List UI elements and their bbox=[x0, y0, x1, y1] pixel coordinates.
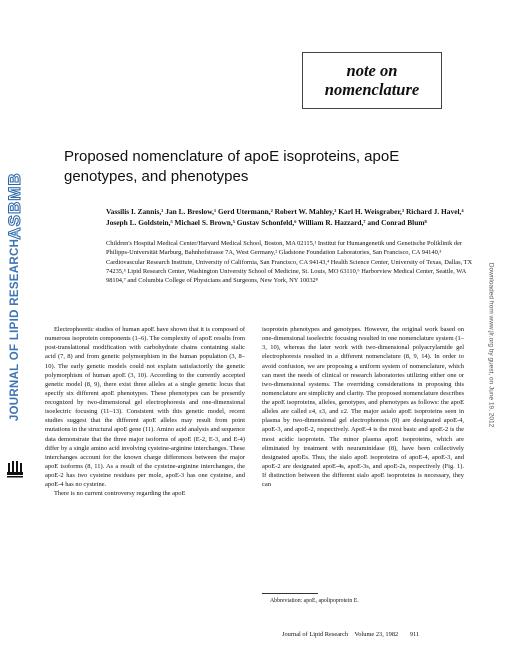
author-list: Vassilis I. Zannis,¹ Jan L. Breslow,¹ Gerd Utermann,² Robert W. Mahley,³ Karl H. Weisgraber,³ Richard J. Havel,⁴ Joseph L. Goldstein,⁵ Michael S. Brown,⁵ Gustav Schonfeld,⁶ William R. Hazzard,⁷ and Conrad Blum⁸ bbox=[106, 207, 464, 227]
footer-volume: Volume 23, 1982 bbox=[354, 631, 399, 638]
section-label-box bbox=[302, 52, 442, 109]
body-column-left bbox=[45, 325, 245, 498]
society-label: ASBMB bbox=[5, 172, 24, 240]
body-column-right bbox=[262, 325, 464, 489]
journal-name-vertical: JOURNAL OF LIPID RESEARCH bbox=[9, 238, 21, 422]
asbmb-logo bbox=[2, 166, 28, 246]
journal-sidebar bbox=[0, 0, 30, 661]
book-emblem-icon bbox=[6, 458, 24, 478]
page-number: 911 bbox=[409, 631, 420, 638]
note-label-line2: nomenclature bbox=[324, 80, 420, 99]
journal-side-title bbox=[2, 238, 28, 422]
article-title: Proposed nomenclature of apoE isoproteins, apoE genotypes, and phenotypes bbox=[64, 148, 400, 185]
paragraph: There is no current controversy regarding the apoE bbox=[54, 490, 186, 498]
affiliations: Children's Hospital Medical Center/Harvard Medical School, Boston, MA 02115,¹ Institut fur Humangenetik und Genetische Poliklinik der Philipps-Universität Marburg, Bahnhofstrasse 7A, West Germany,² Gladstone Foundation Laboratories, San Francisco, CA 94140,³ Cardiovascular Research Institute, University of California, San Francisco, CA 94143,⁴ Health Science Center, University of Texas, Dallas, TX 74235,⁵ Lipid Research Center, Washington University School of Medicine, St. Louis, MO 63110,⁶ Harborview Medical Center, Seattle, WA 98104,⁷ and Columbia College of Physicians and Surgeons, New York, NY 10032⁸ bbox=[106, 240, 473, 285]
footnote-divider bbox=[262, 593, 318, 594]
note-label-line1: note on bbox=[346, 61, 398, 80]
paragraph: isoprotein phenotypes and genotypes. However, the original work based on one-dimensional isoelectric focusing resulted in one nomenclature system (1–3, 10), whereas the later work with two-dimensional polyacrylamide gel electrophoresis resulted in a different nomenclature (8, 9, 14). In order to avoid confusion, we are proposing a uniform system of nomenclature, which can meet the needs of clinical or research laboratories utilizing either one or two-dimensional systems. The overriding considerations in proposing this nomenclature are simplicity and clarity. The proposed nomenclature describes the apoE isoproteins, alleles, genotypes, and phenotypes as follows: the apoE alleles are called ε4, ε3, and ε2. The major asialo apoE isoproteins seen in plasma by two-dimensional gel electrophoresis (9) are designated apoE-4, apoE-3, and apoE-2, respectively. ApoE-4 is the most basic and apoE-2 is the most acidic isoprotein. The minor plasma apoE isoproteins, which are eliminated by treatment with neuraminidase (8), have been collectively designated apoEs. Thus, the sialo apoE isoproteins of apoE-4, apoE-3, and apoE-2 are designated apoE-4s, apoE-3s, and apoE-2s, respectively (Fig. 1). If distinction between the different sialo apoE isoproteins is necessary, they can bbox=[262, 326, 464, 489]
download-watermark bbox=[478, 220, 504, 470]
page-footer bbox=[282, 631, 472, 638]
paragraph: Electrophoretic studies of human apoE have shown that it is composed of numerous isoprotein components (1–6). The complexity of apoE results from post-translational modification with carbohydrate chains containing sialic acid (7, 8) and from genetic polymorphism in the human population (3, 8–10). The early genetic models could not explain satisfactorily the genetic polymorphism of human apoE (3, 10). According to the currently accepted genetic model (8, 9), there exist three alleles at a single genetic locus that specify six different apoE phenotypes. These phenotypes can be presently recognized by two-dimensional gel electrophoresis and one-dimensional isoelectric focusing (11–13). Consistent with this genetic model, recent studies suggest that the different apoE alleles may result from point mutations in the structural apoE gene (11). Amino acid analysis and sequence data demonstrate that the three major isoforms of apoE (E-2, E-3, and E-4) differ by a single amino acid involving cysteine-arginine interchanges. These interchanges account for the known charge differences between the major apoE isoforms (8, 11). As a result of the cysteine-arginine interchanges, the apoE-2 has two cysteine residues per mole, apoE-3 has one cysteine, and apoE-4 has no cysteine. bbox=[45, 326, 245, 489]
footer-journal: Journal of Lipid Research bbox=[282, 631, 349, 638]
footnote: Abbreviation: apoE, apolipoprotein E. bbox=[270, 598, 359, 604]
download-note: Downloaded from www.jlr.org by guest, on June 19, 2012 bbox=[487, 262, 495, 428]
